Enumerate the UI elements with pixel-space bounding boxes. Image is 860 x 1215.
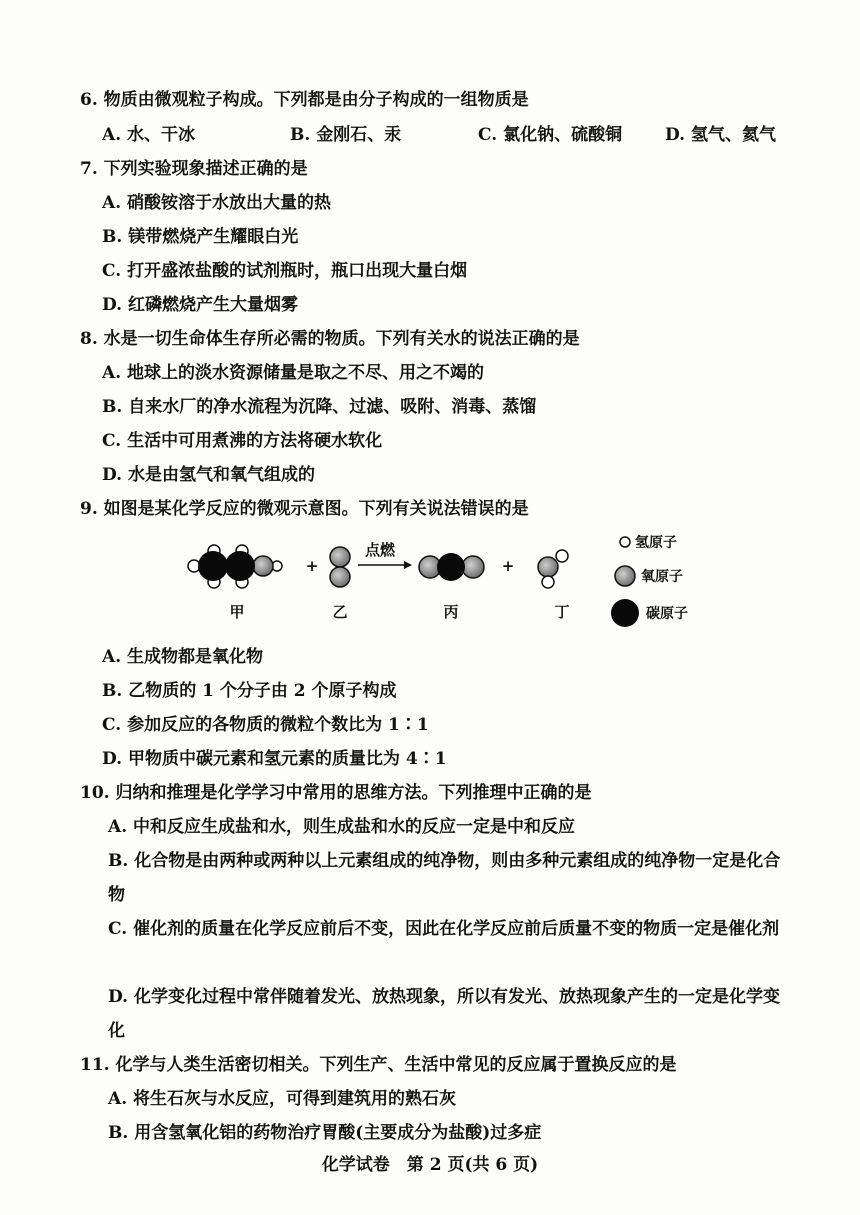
arrow-head-icon [404,561,412,569]
hydrogen-atom-icon [556,550,568,562]
oxygen-atom-icon [330,547,350,567]
option-11b: B. 用含氢氧化铝的药物治疗胃酸(主要成分为盐酸)过多症 [108,1123,542,1143]
carbon-atom-icon [611,599,639,627]
hydrogen-atom-icon [542,576,554,588]
option-10a: A. 中和反应生成盐和水，则生成盐和水的反应一定是中和反应 [108,817,576,837]
plus-sign-2: + [501,557,515,575]
option-8c: C. 生活中可用煮沸的方法将硬水软化 [102,431,383,451]
legend-hydrogen: 氢原子 [635,535,677,551]
carbon-atom-icon [198,551,228,581]
molecule-ding [538,550,568,588]
option-10d: D. 化学变化过程中常伴随着发光、放热现象，所以有发光、放热现象产生的一定是化学变化 [108,987,780,1041]
label-bing: 丙 [443,603,459,621]
label-yi: 乙 [332,603,348,621]
option-9a: A. 生成物都是氧化物 [102,647,264,667]
option-8b: B. 自来水厂的净水流程为沉降、过滤、吸附、消毒、蒸馏 [102,397,537,417]
option-7a: A. 硝酸铵溶于水放出大量的热 [102,193,332,213]
arrow-condition-label: 点燃 [364,541,396,559]
label-ding: 丁 [554,603,570,621]
option-9b: B. 乙物质的 1 个分子由 2 个原子构成 [102,681,397,701]
oxygen-atom-icon [615,566,635,586]
question-6-stem: 6. 物质由微观粒子构成。下列都是由分子构成的一组物质是 [80,90,529,110]
legend [611,535,688,627]
page-footer: 化学试卷 第 2 页(共 6 页) [321,1155,539,1175]
carbon-atom-icon [437,553,465,581]
question-9-stem: 9. 如图是某化学反应的微观示意图。下列有关说法错误的是 [80,499,529,519]
carbon-atom-icon [225,551,255,581]
option-7c: C. 打开盛浓盐酸的试剂瓶时，瓶口出现大量白烟 [102,261,468,281]
option-9c: C. 参加反应的各物质的微粒个数比为 1∶1 [102,715,429,735]
option-6c: C. 氯化钠、硫酸铜 [478,125,623,145]
molecule-jia [188,545,282,588]
option-8a: A. 地球上的淡水资源储量是取之不尽、用之不竭的 [102,363,485,383]
option-6a: A. 水、干冰 [102,125,196,145]
molecule-bing [419,553,484,581]
oxygen-atom-icon [330,567,350,587]
molecule-yi [330,547,350,587]
hydrogen-atom-icon [620,537,630,547]
option-7d: D. 红磷燃烧产生大量烟雾 [102,295,298,315]
question-8-stem: 8. 水是一切生命体生存所必需的物质。下列有关水的说法正确的是 [80,329,580,349]
oxygen-atom-icon [462,556,484,578]
option-8d: D. 水是由氢气和氧气组成的 [102,465,315,485]
oxygen-atom-icon [253,556,273,576]
legend-oxygen: 氧原子 [641,569,683,585]
option-9d: D. 甲物质中碳元素和氢元素的质量比为 4∶1 [102,749,447,769]
option-11a: A. 将生石灰与水反应，可得到建筑用的熟石灰 [108,1089,457,1109]
question-7-stem: 7. 下列实验现象描述正确的是 [80,159,308,179]
option-10b: B. 化合物是由两种或两种以上元素组成的纯净物，则由多种元素组成的纯净物一定是化合物 [108,851,781,905]
reaction-diagram [180,535,740,635]
oxygen-atom-icon [538,557,558,577]
reaction-diagram-svg [180,535,740,635]
option-6b: B. 金刚石、汞 [290,125,402,145]
question-11-stem: 11. 化学与人类生活密切相关。下列生产、生活中常见的反应属于置换反应的是 [80,1055,677,1075]
option-10c: C. 催化剂的质量在化学反应前后不变，因此在化学反应前后质量不变的物质一定是催化剂 [108,919,780,939]
question-10-stem: 10. 归纳和推理是化学学习中常用的思维方法。下列推理中正确的是 [80,783,592,803]
legend-carbon: 碳原子 [646,606,688,622]
option-7b: B. 镁带燃烧产生耀眼白光 [102,227,299,247]
option-6d: D. 氢气、氦气 [665,125,776,145]
label-jia: 甲 [229,603,245,621]
plus-sign-1: + [305,557,319,575]
